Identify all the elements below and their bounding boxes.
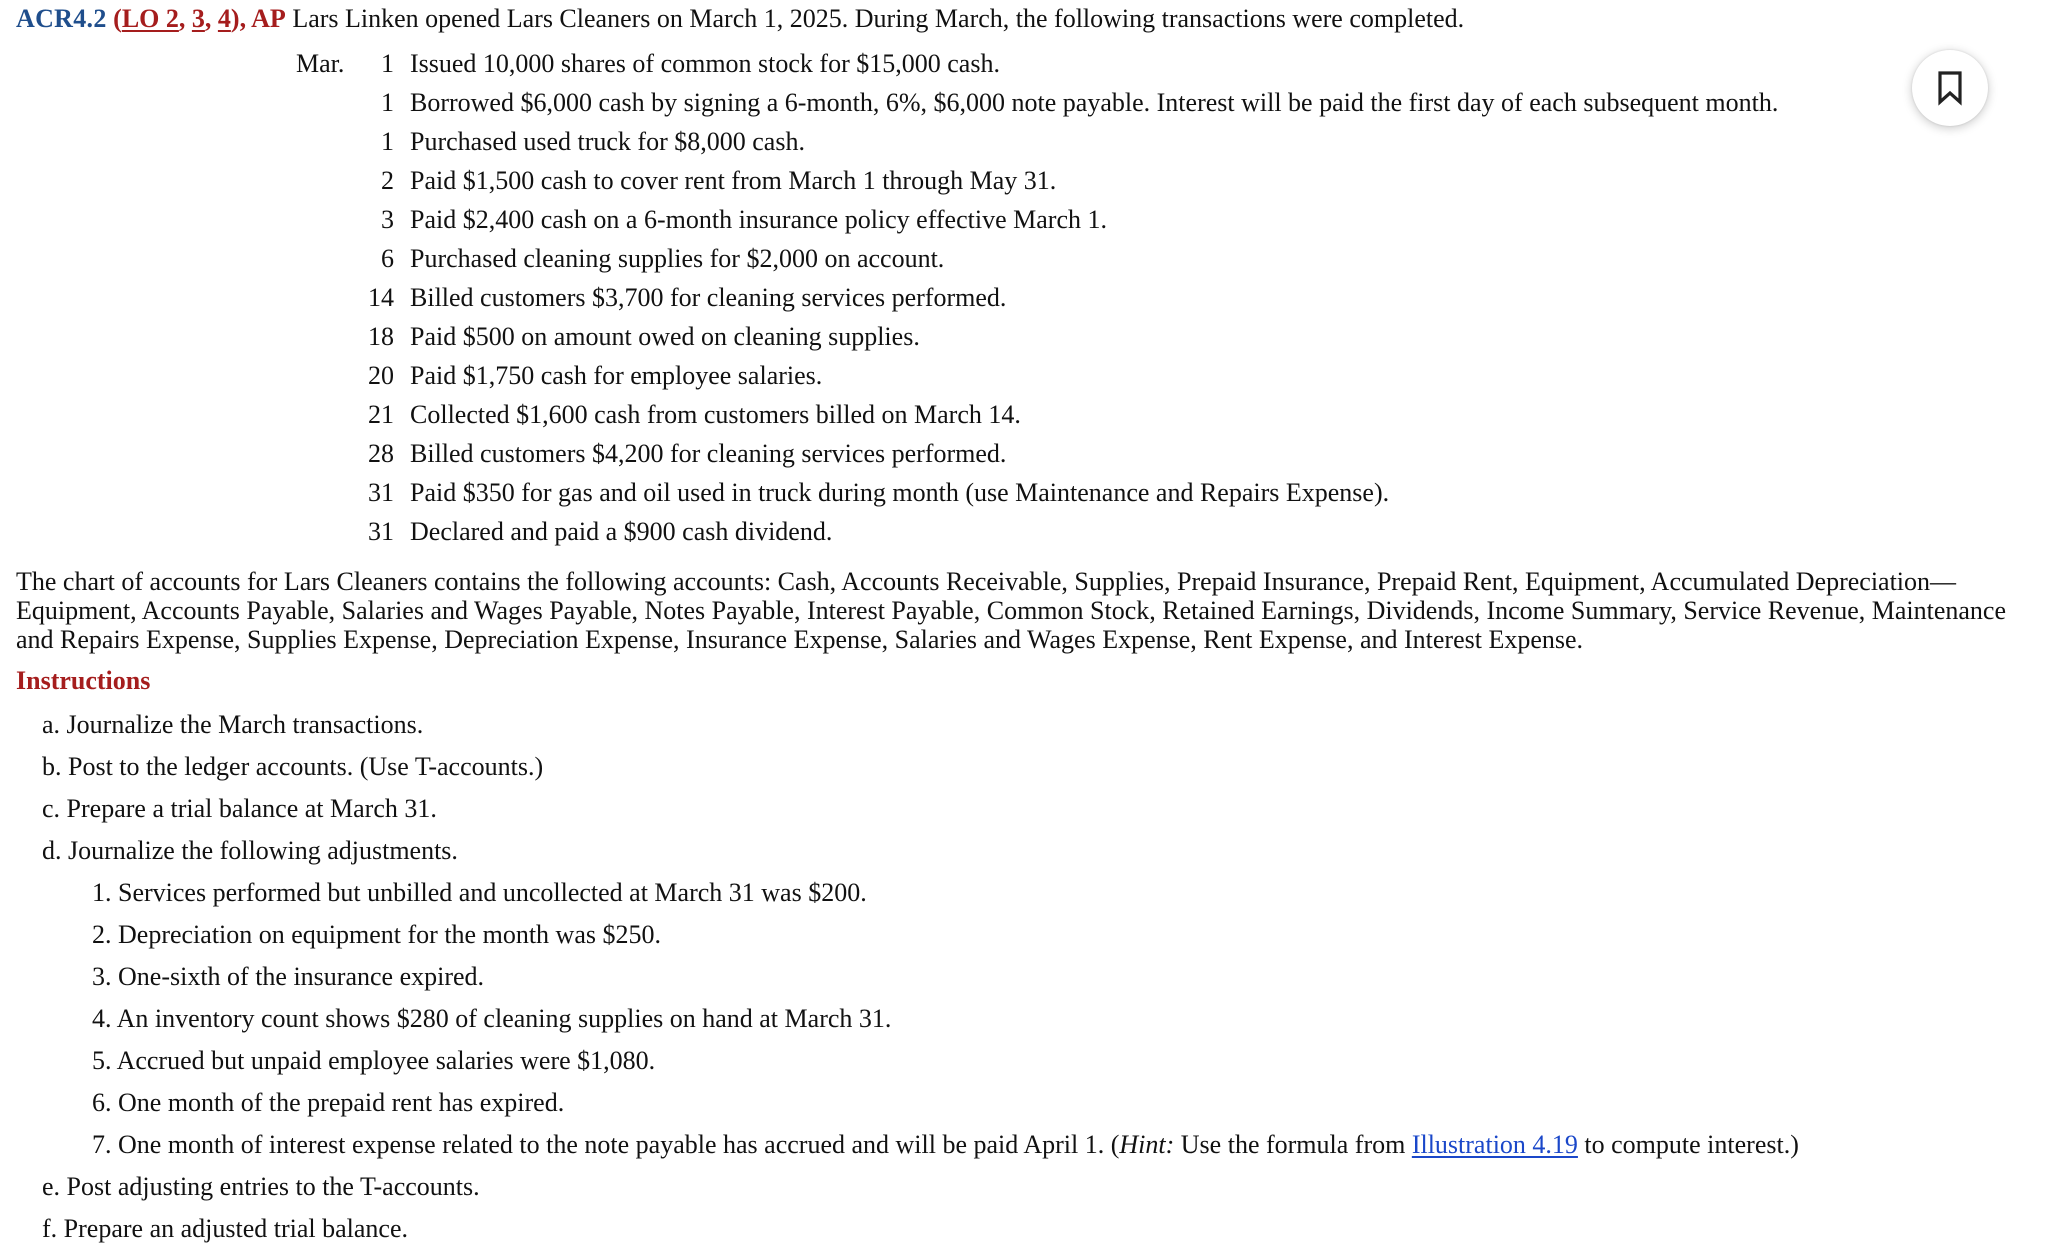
- transaction-day: 28: [368, 438, 394, 468]
- lo-link-2[interactable]: LO 2: [121, 4, 179, 33]
- transaction-month: [296, 434, 352, 473]
- transaction-month: [296, 473, 352, 512]
- transaction-row: [296, 356, 1778, 395]
- transaction-day: 6: [381, 243, 394, 273]
- bookmark-button[interactable]: [1912, 50, 1988, 126]
- transaction-description: Borrowed $6,000 cash by signing a 6-month, 6%, $6,000 note payable. Interest will be paid the first day of each subsequent month.: [410, 87, 1779, 117]
- transaction-day: 1: [381, 87, 394, 117]
- transaction-month: [296, 200, 352, 239]
- transaction-description: Billed customers $4,200 for cleaning services performed.: [410, 438, 1007, 468]
- transaction-day: 3: [381, 204, 394, 234]
- transaction-description: Collected $1,600 cash from customers billed on March 14.: [410, 399, 1021, 429]
- chart-of-accounts-paragraph: The chart of accounts for Lars Cleaners contains the following accounts: Cash, Accounts Receivable, Supplies, Prepaid Insurance, Prepaid Rent, Equipment, Accumulated Depreciation—Equipment, Accounts Payable, Salaries and Wages Payable, Notes Payable, Interest Payable, Common Stock, Retained Earnings, Dividends, Income Summary, Service Revenue, Maintenance and Repairs Expense, Supplies Expense, Depreciation Expense, Insurance Expense, Salaries and Wages Expense, Rent Expense, and Interest Expense.: [16, 567, 2007, 654]
- problem-header: [16, 4, 2046, 34]
- adjustment-item-7: 7. One month of interest expense related to the note payable has accrued and will be paid April 1. (Hint: Use the formula from Illustration 4.19 to compute interest.): [92, 1130, 1799, 1159]
- transaction-row: [296, 161, 1778, 200]
- adjustment-item-6: 6. One month of the prepaid rent has expired.: [92, 1088, 565, 1117]
- transaction-month: [296, 395, 352, 434]
- transaction-month: [296, 122, 352, 161]
- adjustments-list: [16, 872, 2046, 1166]
- transaction-day: 14: [368, 282, 394, 312]
- illustration-4-19-link[interactable]: Illustration 4.19: [1411, 1130, 1578, 1159]
- transaction-row: [296, 122, 1778, 161]
- transaction-day: 1: [381, 48, 394, 78]
- transaction-description: Declared and paid a $900 cash dividend.: [410, 516, 833, 546]
- transaction-row: [296, 200, 1778, 239]
- transaction-row: [296, 434, 1778, 473]
- transaction-month: [296, 83, 352, 122]
- lo-link-3[interactable]: 3: [191, 4, 205, 33]
- instruction-item-b: b. Post to the ledger accounts. (Use T-accounts.): [42, 752, 544, 781]
- problem-id: ACR4.2: [16, 4, 107, 33]
- lo-separator: ,: [239, 4, 252, 33]
- transaction-row: [296, 512, 1778, 551]
- lo-open-paren: (: [113, 4, 122, 33]
- transaction-description: Paid $2,400 cash on a 6-month insurance policy effective March 1.: [410, 204, 1107, 234]
- instruction-item-c: c. Prepare a trial balance at March 31.: [42, 794, 437, 823]
- transaction-row: [296, 278, 1778, 317]
- problem-intro: Lars Linken opened Lars Cleaners on March 1, 2025. During March, the following transactions were completed.: [292, 4, 1465, 33]
- transaction-month: [296, 278, 352, 317]
- transaction-month: [296, 356, 352, 395]
- bookmark-icon: [1935, 70, 1965, 106]
- transaction-description: Paid $500 on amount owed on cleaning supplies.: [410, 321, 920, 351]
- transaction-day: 1: [381, 126, 394, 156]
- transaction-description: Paid $350 for gas and oil used in truck during month (use Maintenance and Repairs Expense).: [410, 477, 1390, 507]
- hint-label: Hint:: [1119, 1130, 1175, 1159]
- transaction-day: 21: [368, 399, 394, 429]
- transaction-row: [296, 44, 1778, 83]
- transaction-description: Paid $1,500 cash to cover rent from March 1 through May 31.: [410, 165, 1057, 195]
- lo-close-paren: ): [230, 4, 240, 33]
- transaction-day: 31: [368, 477, 394, 507]
- instructions-list: [16, 704, 2046, 1244]
- instruction-item-f: f. Prepare an adjusted trial balance.: [42, 1214, 409, 1243]
- transaction-day: 18: [368, 321, 394, 351]
- instruction-item-e: e. Post adjusting entries to the T-accounts.: [42, 1172, 480, 1201]
- lo-separator: ,: [178, 4, 192, 33]
- adjustment-item-4: 4. An inventory count shows $280 of cleaning supplies on hand at March 31.: [92, 1004, 892, 1033]
- transaction-description: Issued 10,000 shares of common stock for $15,000 cash.: [410, 48, 1000, 78]
- transaction-description: Billed customers $3,700 for cleaning services performed.: [410, 282, 1007, 312]
- transaction-description: Purchased cleaning supplies for $2,000 on account.: [410, 243, 945, 273]
- transaction-row: [296, 395, 1778, 434]
- adjustment-item-2: 2. Depreciation on equipment for the month was $250.: [92, 920, 661, 949]
- transactions-table: [296, 44, 1778, 551]
- transaction-month: Mar.: [296, 48, 345, 78]
- transaction-day: 20: [368, 360, 394, 390]
- transaction-row: [296, 317, 1778, 356]
- adjustment-item-5: 5. Accrued but unpaid employee salaries were $1,080.: [92, 1046, 656, 1075]
- transaction-month: [296, 317, 352, 356]
- lo-link-4[interactable]: 4: [217, 4, 231, 33]
- adjustments-container: [16, 872, 2046, 1166]
- transaction-row: [296, 83, 1778, 122]
- transaction-month: [296, 239, 352, 278]
- transaction-day: 31: [368, 516, 394, 546]
- instruction-item-a: a. Journalize the March transactions.: [42, 710, 424, 739]
- transaction-month: [296, 161, 352, 200]
- ap-tag: AP: [251, 4, 286, 33]
- instructions-heading: Instructions: [16, 666, 151, 695]
- adjustment-item-1: 1. Services performed but unbilled and uncollected at March 31 was $200.: [92, 878, 867, 907]
- instruction-item-d: d. Journalize the following adjustments.: [42, 836, 458, 865]
- transaction-row: [296, 473, 1778, 512]
- problem-page: [16, 0, 2046, 1244]
- transaction-description: Paid $1,750 cash for employee salaries.: [410, 360, 823, 390]
- adjustment-item-3: 3. One-sixth of the insurance expired.: [92, 962, 485, 991]
- transaction-month: [296, 512, 352, 551]
- transaction-description: Purchased used truck for $8,000 cash.: [410, 126, 805, 156]
- transaction-row: [296, 239, 1778, 278]
- transaction-day: 2: [381, 165, 394, 195]
- lo-separator: ,: [204, 4, 218, 33]
